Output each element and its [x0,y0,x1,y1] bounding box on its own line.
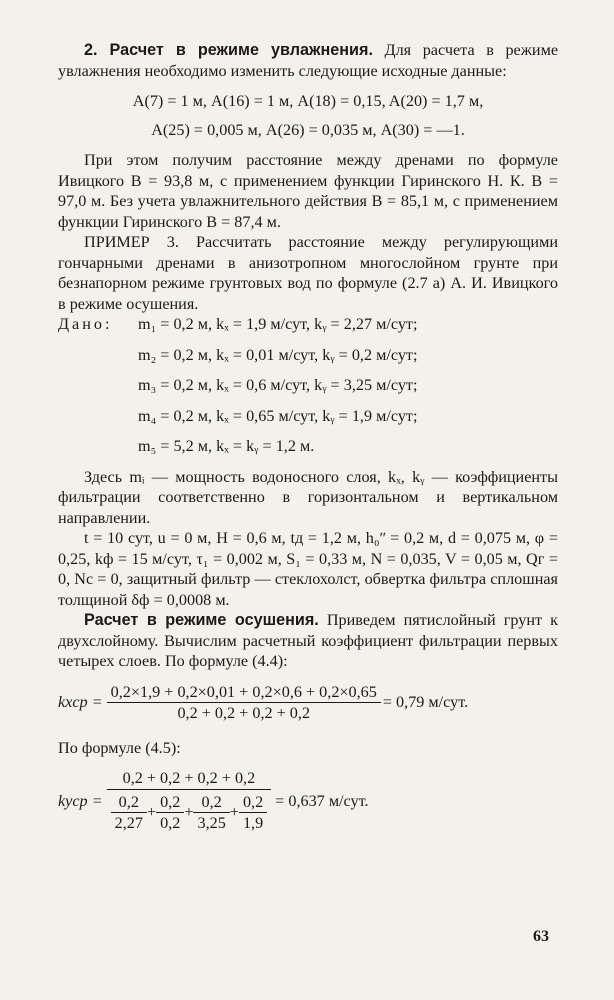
formula-4-4 [58,682,558,724]
formula-4-5 [58,768,558,834]
denominator-term [156,792,184,834]
page-body [58,40,558,834]
params-line-1: A(7) = 1 м, A(16) = 1 м, A(18) = 0,15, A(20) = 1,7 м, [132,92,484,110]
plus-sign: + [184,803,194,822]
formula-2-numerator: 0,2 + 0,2 + 0,2 + 0,2 [107,768,272,790]
example-3-title: ПРИМЕР 3. [84,233,179,251]
example-3-text: Рассчитать расстояние между регулирующими гончарными дренами в анизотропном многослойном грунте при безнапорном режиме грунтовых вод по формуле (2.7 а) А. И. Ивицкого в режиме осушения. [58,233,558,313]
by-formula-label: По формуле (4.5): [58,738,181,757]
formula-2-fraction [107,768,272,834]
formula-1-lhs: kxср = [58,693,103,712]
formula-1-result: = 0,79 м/сут. [382,693,469,712]
given-row: m₂ = 0,2 м, kₓ = 0,01 м/сут, kᵧ = 0,2 м/сут; [138,345,418,364]
denominator-term [239,792,267,834]
formula-2-lhs: kyср = [58,791,103,810]
term-denominator: 3,25 [197,814,226,832]
given-row: m₄ = 0,2 м, kₓ = 0,65 м/сут, kᵧ = 1,9 м/сут; [138,406,418,425]
term-denominator: 2,27 [114,814,143,832]
explanation-paragraph: Здесь mᵢ — мощность водоносного слоя, kₓ, kᵧ — коэффициенты фильтрации соответственно в горизонтальном и вертикальном направлении. [58,467,558,527]
example-3-paragraph [58,232,558,314]
section-2-paragraph [58,40,558,81]
formula-1-fraction [107,682,381,724]
term-denominator: 1,9 [242,814,264,832]
denominator-term [111,792,147,834]
section-2-result: При этом получим расстояние между дренами по формуле Ивицкого B = 93,8 м, с применением функции Гиринского Н. К. B = 97,0 м. Без учета увлажнительного действия B = 85,1 м, с применением функции Гиринского B = 87,4 м. [58,151,558,231]
given-row: m₁ = 0,2 м, kₓ = 1,9 м/сут, kᵧ = 2,27 м/сут; [138,315,418,333]
given-row: m₅ = 5,2 м, kₓ = kᵧ = 1,2 м. [138,437,315,455]
section-2-intro: Для расчета в режиме увлажнения необходимо изменить следующие исходные данные: [58,41,559,80]
drying-paragraph [58,610,558,672]
formula-2-denominator [107,790,272,834]
formula-2-result: = 0,637 м/сут. [275,791,369,810]
term-numerator: 0,2 [239,792,267,814]
term-numerator: 0,2 [193,792,229,814]
denominator-term [193,792,229,834]
plus-sign: + [229,803,239,822]
params-paragraph: t = 10 сут, u = 0 м, H = 0,6 м, tд = 1,2 м, h₀ʺ = 0,2 м, d = 0,075 м, φ = 0,25, kф = 15 м/сут, τ₁ = 0,002 м, S₁ = 0,33 м, N = 0,035, V = 0,05 м, Qг = 0, Nс = 0, защитный фильтр — стеклохолст, обвертка фильтра сплошная толщиной δф = 0,0008 м. [58,529,558,609]
given-block [58,314,558,457]
drying-heading: Расчет в режиме осушения. [84,611,319,629]
term-numerator: 0,2 [111,792,147,814]
given-label: Дано: [58,315,113,333]
term-denominator: 0,2 [160,814,181,832]
drying-text: Приведем пятислойный грунт к двухслойному. Вычислим расчетный коэффициент фильтрации первых четырех слоев. По формуле (4.4): [58,611,559,670]
page-number: 63 [533,928,549,945]
params-line-2: A(25) = 0,005 м, A(26) = 0,035 м, A(30) = —1. [151,120,465,139]
plus-sign: + [146,803,157,822]
term-numerator: 0,2 [156,792,184,814]
given-row: m₃ = 0,2 м, kₓ = 0,6 м/сут, kᵧ = 3,25 м/сут; [138,376,418,394]
formula-1-denominator: 0,2 + 0,2 + 0,2 + 0,2 [177,704,311,722]
formula-1-numerator: 0,2×1,9 + 0,2×0,01 + 0,2×0,6 + 0,2×0,65 [107,682,381,704]
section-2-heading: 2. Расчет в режиме увлажнения. [84,41,373,59]
